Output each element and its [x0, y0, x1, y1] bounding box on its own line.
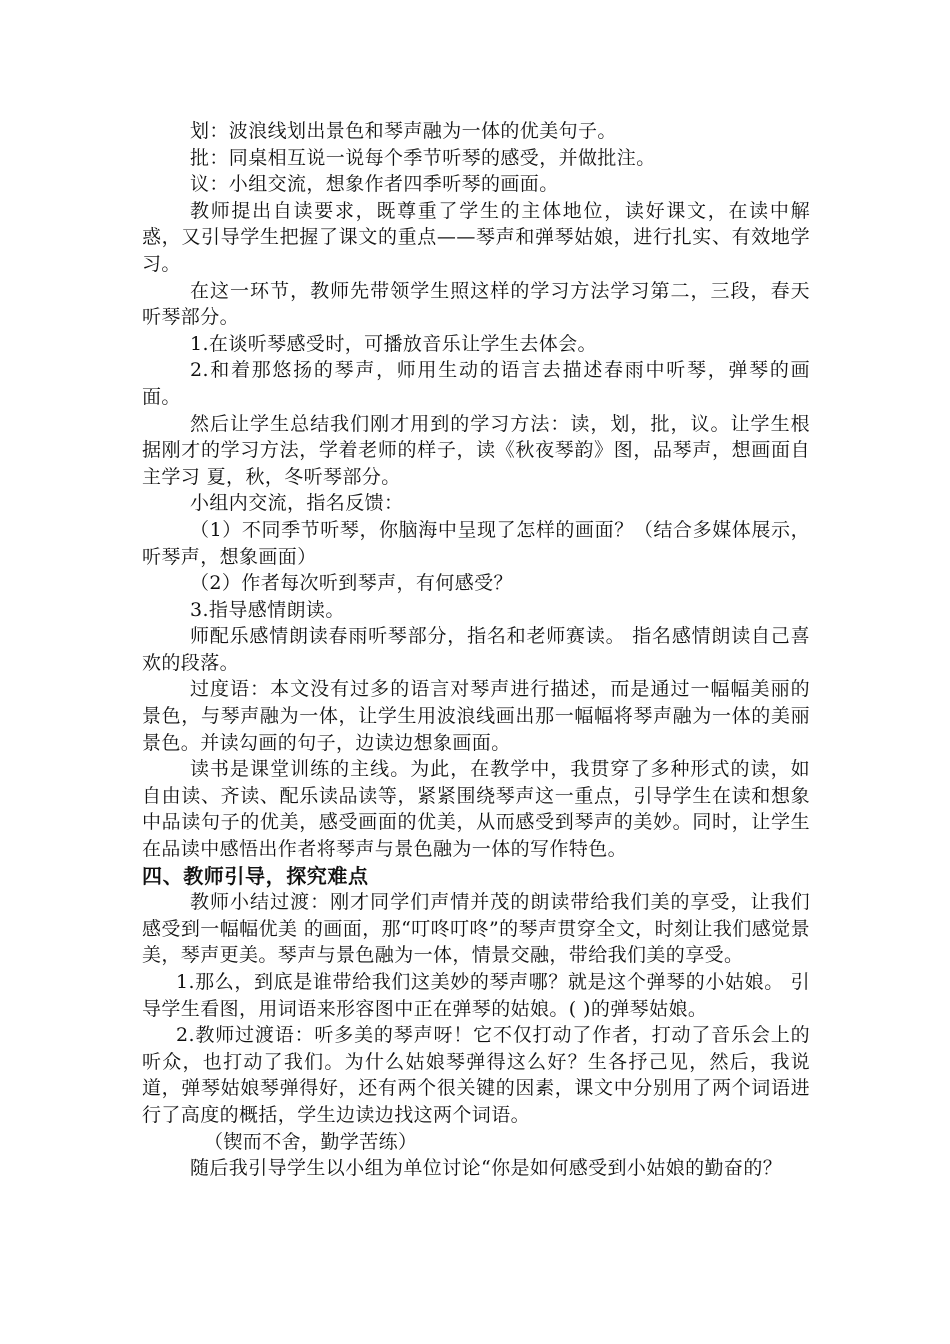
paragraph: 1.在谈听琴感受时，可播放音乐让学生去体会。 [190, 332, 597, 355]
paragraph: 教师小结过渡：刚才同学们声情并茂的朗读带给我们美的享受，让我们感受到一幅幅优美 的画面，那“叮咚叮咚”的琴声贯穿全文，时刻让我们感觉景美，琴声更美。琴声与景色融为一体，情景交融，带给我们美的享受。 [142, 891, 810, 967]
paragraph: 读书是课堂训练的主线。为此，在教学中，我贯穿了多种形式的读，如自由读、齐读、配乐读品读等，紧紧围绕琴声这一重点，引导学生在读和想象中品读句子的优美，感受画面的优美，从而感受到琴声的美妙。同时，让学生在品读中感悟出作者将琴声与景色融为一体的写作特色。 [142, 758, 810, 861]
section-heading: 四、教师引导，探究难点 [142, 863, 369, 888]
paragraph: 过度语：本文没有过多的语言对琴声进行描述，而是通过一幅幅美丽的景色，与琴声融为一体，让学生用波浪线画出那一幅幅将琴声融为一体的美丽景色。并读勾画的句子，边读边想象画面。 [142, 678, 810, 754]
paragraph: 2.和着那悠扬的琴声，师用生动的语言去描述春雨中听琴，弹琴的画面。 [142, 359, 810, 408]
paragraph: 小组内交流，指名反馈： [190, 492, 404, 515]
paragraph: （锲而不舍，勤学苦练） [204, 1130, 418, 1153]
paragraph: 批：同桌相互说一说每个季节听琴的感受，并做批注。 [190, 146, 656, 169]
paragraph: 1.那么，到底是谁带给我们这美妙的琴声哪？就是这个弹琴的小姑娘。 引导学生看图，用词语来形容图中正在弹琴的姑娘。( )的弹琴姑娘。 [142, 971, 810, 1020]
paragraph: 2.教师过渡语：听多美的琴声呀！它不仅打动了作者，打动了音乐会上的听众，也打动了我们。为什么姑娘琴弹得这么好？生各抒己见，然后，我说道，弹琴姑娘琴弹得好，还有两个很关键的因素，课文中分别用了两个词语进行了高度的概括，学生边读边找这两个词语。 [142, 1024, 810, 1126]
paragraph: 师配乐感情朗读春雨听琴部分，指名和老师赛读。 指名感情朗读自己喜欢的段落。 [142, 625, 810, 674]
paragraph: 随后我引导学生以小组为单位讨论“你是如何感受到小姑娘的勤奋的？ [190, 1157, 783, 1180]
paragraph: 议：小组交流，想象作者四季听琴的画面。 [190, 173, 559, 196]
paragraph: （2）作者每次听到琴声，有何感受？ [190, 572, 513, 595]
paragraph: 在这一环节，教师先带领学生照这样的学习方法学习第二，三段，春天听琴部分。 [142, 279, 810, 329]
paragraph: （1）不同季节听琴，你脑海中呈现了怎样的画面？（结合多媒体展示，听琴声，想象画面） [142, 518, 810, 568]
paragraph: 然后让学生总结我们刚才用到的学习方法：读，划，批，议。让学生根据刚才的学习方法，学着老师的样子，读《秋夜琴韵》图，品琴声，想画面自主学习 夏，秋，冬听琴部分。 [142, 412, 810, 488]
paragraph: 教师提出自读要求，既尊重了学生的主体地位，读好课文，在读中解惑，又引导学生把握了课文的重点——琴声和弹琴姑娘，进行扎实、有效地学习。 [142, 199, 810, 275]
paragraph: 3.指导感情朗读。 [190, 598, 345, 621]
paragraph: 划：波浪线划出景色和琴声融为一体的优美句子。 [190, 120, 617, 142]
